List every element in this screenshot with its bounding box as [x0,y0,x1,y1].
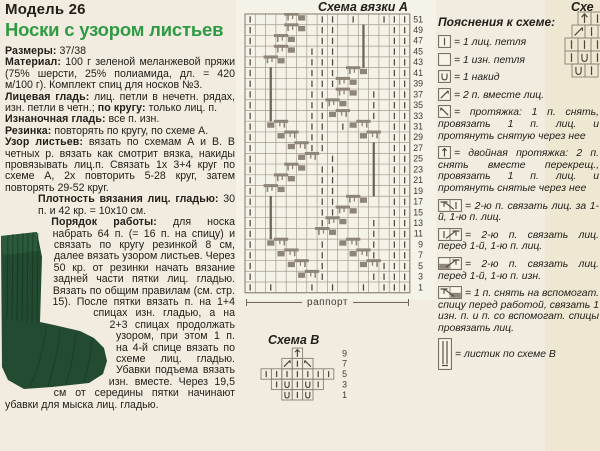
cross-front-knit-icon [438,228,462,241]
legend-item-text: = двойная протяжка: 2 п. снять вместе перекрещ., провязать 1 п. лиц. и протянуть снятые через нее [438,148,599,194]
legend-item [438,199,599,224]
chart-b-row-number: 7 [342,358,347,369]
legend-item-text: = 1 п. снять на вспомогат. спицу перед работой, связать 1 изн. п. и п. со вспомогат. спицы провязать лиц. [438,288,599,334]
chart-a-row-number: 19 [413,185,423,196]
chart-a-row-number: 13 [413,217,423,228]
paragraph: Узор листьев: вязать по схемам А и В. В четных р. вязать как смотрит вязка, накиды провязывать лиц.п. Связать 1х 3+4 круг по схеме А, 2х повторить 5-28 круг, затем повторять 29-52 круг. [5,136,235,194]
chart-b-row-number: 1 [342,389,347,400]
paragraph-lead: Плотность вязания лиц. гладью: [38,193,219,206]
paragraph: Изнаночная гладь: все п. изн. [5,113,160,126]
legend-item [438,88,599,102]
chart-a-row-number: 17 [413,196,423,207]
cross-behind-icon [438,199,462,212]
chart-a-row-number: 25 [413,153,423,164]
cable-purl-icon [438,286,462,299]
chart-a-row-number: 11 [413,228,423,239]
k2tog-icon [438,88,451,101]
legend-item-text: = листик по схеме В [455,349,556,361]
chart-b-title: Схема В [268,333,320,347]
legend-item-text: = 2-ю п. связать лиц. за 1-й, 1-ю п. лиц. [438,200,599,224]
paragraph-lead: Резинка: [5,124,52,137]
chart-a-row-number: 3 [418,271,423,282]
chart-a-row-number: 31 [413,121,423,132]
chart-a-row-number: 5 [418,260,423,271]
legend-items [438,35,599,370]
paragraph-lead: Материал: [5,56,61,69]
chart-a-row-number: 35 [413,100,423,111]
chart-b [259,347,355,403]
legend-item [438,338,599,370]
chart-a-row-number: 23 [413,164,423,175]
paragraph-lead: Узор листьев: [5,136,83,149]
legend-item-text: = протяжка: 1 п. снять, провязать 1 п. лиц. и протянуть снятую через нее [438,107,599,142]
legend-item [438,105,599,142]
sock-photo [0,223,112,393]
rapport-tick-right [408,299,409,306]
article-body [5,46,235,411]
legend-item [438,35,599,49]
paragraph: Плотность вязания лиц. гладью: 30 п. и 42 кр. = 10х10 см. [38,193,235,217]
chart-a-row-number: 7 [418,250,423,261]
chart-a-row-number: 29 [413,132,423,143]
chart-b-row-number: 3 [342,379,347,390]
paragraph: Резинка: повторять по кругу, по схеме А. [5,124,209,137]
legend-item-text: = 2 п. вместе лиц. [454,89,545,101]
paragraph-lead: Лицевая гладь: [5,90,90,103]
legend-item-text: = 2-ю п. связать лиц. перед 1-й, 1-ю п. лиц. [438,229,599,253]
chart-a-row-number: 27 [413,142,423,153]
rapport-bracket [246,296,409,308]
legend-header: Пояснения к схеме: [438,15,556,29]
legend-item [438,257,599,282]
legend-item [438,70,599,84]
legend-item [438,228,599,253]
sock-image [0,223,112,393]
chart-a-row-number: 9 [418,239,423,250]
chart-a [244,13,430,294]
legend-item [438,53,599,67]
paragraph-lead: Размеры: [5,45,57,57]
paragraph: Лицевая гладь: лиц. петли в нечетн. рядах, изн. петли в четн.; по кругу: только лиц. п. [5,90,235,115]
legend-item-text: = 1 лиц. петля [454,37,527,48]
paragraph: Размеры: 37/38 [5,45,86,57]
chart-a-row-number: 21 [413,175,423,186]
chart-a-row-number: 37 [413,89,423,100]
knit-stitch-icon [438,35,451,48]
paragraph-lead: Изнаночная гладь: [5,113,106,126]
chart-a-row-number: 15 [413,207,423,218]
legend-item [438,286,599,334]
chart-a-row-number: 47 [413,35,423,46]
chart-b-row-number: 5 [342,369,347,380]
paragraph: Порядок работы: для носка набрать 64 п. (= 16 п. на спицу) и связать по кругу резинкой 8 см, далее вязать узором листьев. Через 50 кр. от резинки начать вязание задней части пятки лиц. гладью. Вязать по общим правилам (см. стр. 15). После пятки вязать п. на 1+4 спицах изн. гладью, а на 2+3 спицах продолжать узором, при этом 1 п. на 4-й спице вязать по схеме лиц. гладью. Убавки подъема вязать изн. вместе. Через 19,5 см от середины пятки начинают убавки для мыска лиц. гладью. [5,217,235,411]
chart-c-title: Схе [571,0,594,14]
chart-legend [438,15,599,374]
chart-a-row-number: 39 [413,78,423,89]
chart-a-row-number: 51 [413,14,423,25]
legend-item [438,146,599,194]
chart-a-row-number: 1 [418,282,423,293]
chart-a-row-number: 41 [413,67,423,78]
yarn-over-icon [438,70,451,83]
purl-stitch-icon [438,53,451,66]
legend-item-text: = 2-ю п. связать лиц. перед 1-й, 1-ю п. изн. [438,258,599,282]
chart-a-row-number: 45 [413,46,423,57]
article-column [5,1,235,411]
rapport-line [247,302,302,303]
article-title: Носки с узором листьев [5,19,224,40]
paragraph: Материал: 100 г зеленой меланжевой пряжи (75% шерсти, 25% полиамида, дл. = 420 м/100 г). Комплект спиц для носков №3. [5,56,235,92]
slip-decrease-icon [438,105,451,118]
double-decrease-icon [438,146,451,159]
chart-a-row-number: 43 [413,57,423,68]
chart-a-row-number: 33 [413,110,423,121]
legend-item-text: = 1 изн. петля [454,54,525,66]
chart-b-row-number: 9 [342,348,347,359]
paragraph-lead: по кругу: [94,102,146,115]
paragraph-lead: Порядок работы: [51,216,157,229]
rapport-label: раппорт [307,296,348,308]
chart-a-row-number: 49 [413,25,423,36]
cross-front-purl-icon [438,257,462,270]
rapport-line [353,302,408,303]
model-number: Модель 26 [5,1,86,18]
leaf-icon [438,338,452,370]
chart-a-title: Схема вязки А [318,0,408,14]
legend-item-text: = 1 накид [454,72,500,84]
